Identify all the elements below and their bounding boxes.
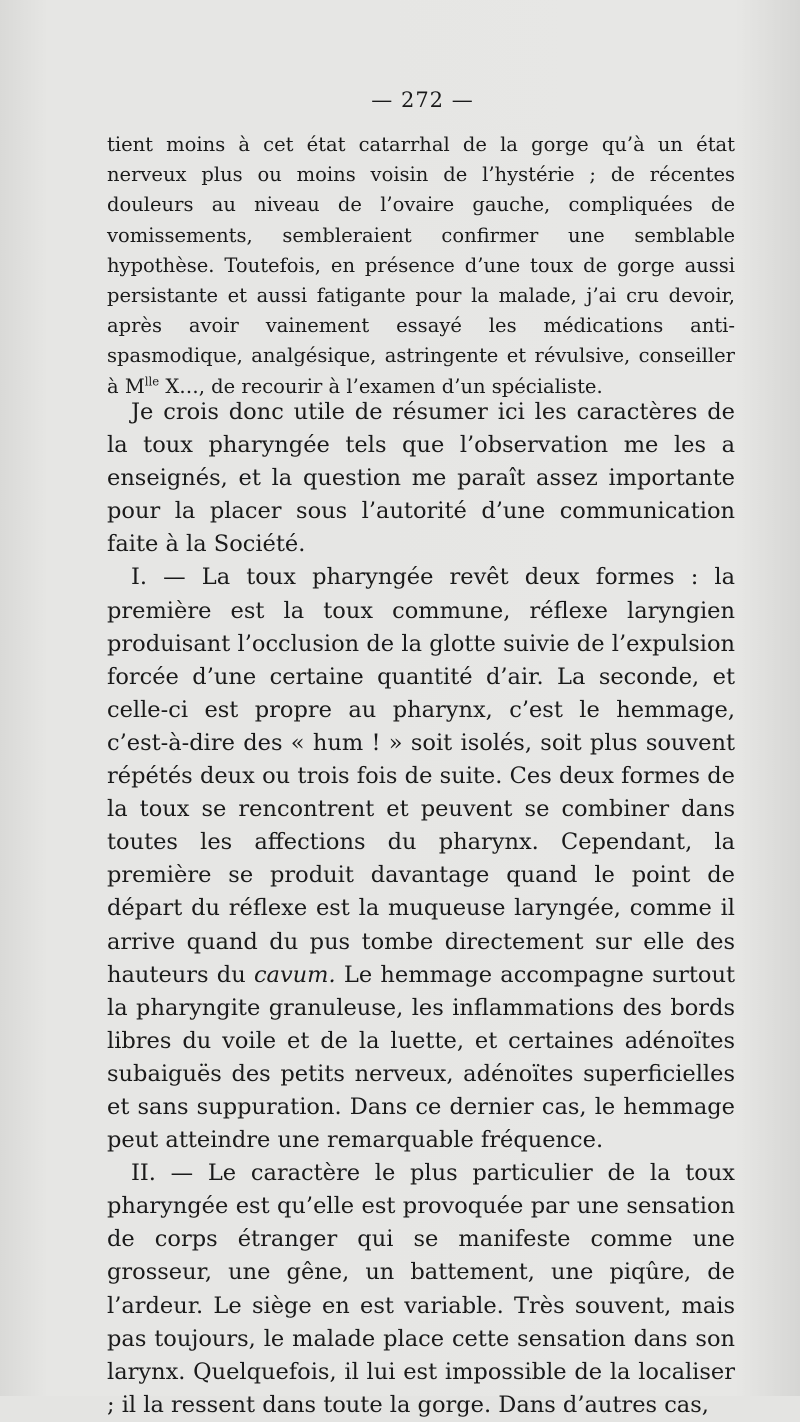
paragraph-1 (107, 561, 735, 1157)
paragraph-1-text-b: Le hemmage accompagne surtout la pharyngite granuleuse, les inflammations des bords libres du voile et de la luette, et certaines adénoïtes subaiguës des petits nerveux, adénoïtes superficielles et sans suppuration. Dans ce dernier cas, le hemmage peut atteindre une remarquable fréquence. (107, 961, 735, 1154)
paragraph-intro: Je crois donc utile de résumer ici les caractères de la toux pharyngée tels que l’observation me les a enseignés, et la question me paraît assez importante pour la placer sous l’autorité d’une communication faite à la Société. (107, 399, 735, 558)
note-text-1: tient moins à cet état catarrhal de la gorge qu’à un état nerveux plus ou moins voisin de l’hystérie ; de récentes douleurs au niveau de l’ovaire gauche, compliquées de vomissements, sembleraient confirmer une semblable hypothèse. Toutefois, en présence d’une toux de gorge aussi persistante et aussi fatigante pour la malade, j’ai cru devoir, après avoir vainement essayé les médications anti-spasmodique, analgésique, astringente et révulsive, conseiller à M (107, 133, 735, 398)
footnote-continuation (107, 130, 735, 402)
note-text-2: X…, de recourir à l’examen d’un spécialiste. (159, 374, 603, 398)
paragraph-1-italic: cavum. (253, 961, 336, 988)
page-number: — 272 — (371, 88, 474, 112)
note-superscript: lle (144, 374, 160, 389)
paragraph-1-text-a: I. — La toux pharyngée revêt deux formes : la première est la toux commune, réflexe laryngien produisant l’occlusion de la glotte suivie de l’expulsion forcée d’une certaine quantité d’air. La seconde, et celle-ci est propre au pharynx, c’est le hemmage, c’est-à-dire des « hum ! » soit isolés, soit plus souvent répétés deux ou trois fois de suite. Ces deux formes de la toux se rencontrent et peuvent se combiner dans toutes les affections du pharynx. Cependant, la première se produit davantage quand le point de départ du réflexe est la muqueuse laryngée, comme il arrive quand du pus tombe directement sur elle des hauteurs du (107, 564, 735, 988)
main-text (107, 396, 735, 1422)
paragraph-2: II. — Le caractère le plus particulier de la toux pharyngée est qu’elle est provoquée par une sensation de corps étranger qui se manifeste comme une grosseur, une gêne, un battement, une piqûre, de l’ardeur. Le siège en est variable. Très souvent, mais pas toujours, le malade place cette sensation dans son larynx. Quelquefois, il lui est impossible de la localiser ; il la ressent dans toute la gorge. Dans d’autres cas, (107, 1160, 735, 1418)
note-paragraph (107, 130, 735, 402)
